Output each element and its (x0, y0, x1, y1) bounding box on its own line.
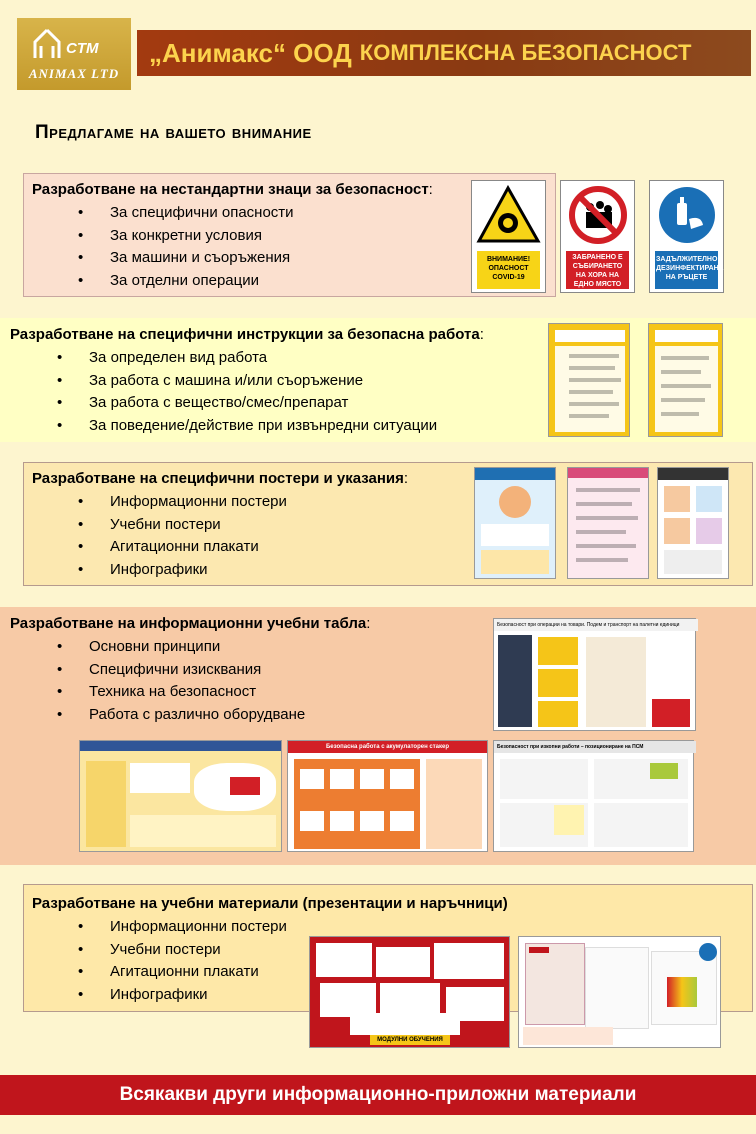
page-subheading: Предлагаме на вашето внимание (35, 122, 312, 143)
sign-label: ЗАБРАНЕНО Е СЪБИРАНЕТО НА ХОРА НА ЕДНО МЯСТО (572, 254, 623, 288)
section4-list (89, 636, 305, 726)
list-item: • За специфични опасности (110, 202, 294, 225)
list-item: • За поведение/действие при извънредни ситуации (89, 415, 437, 438)
poster-thumbnail (474, 467, 556, 579)
board-title: Безопасна работа с акумулаторен стакер (288, 741, 487, 753)
section5-title: Разработване на учебни материали (презентации и наръчници) (32, 895, 508, 912)
poster-thumbnail (567, 467, 649, 579)
sign-label: ЗАДЪЛЖИТЕЛНО ДЕЗИНФЕКТИРАНЕ НА РЪЦЕТЕ (656, 256, 724, 281)
section3-title: Разработване на специфични постери и указания: (32, 470, 409, 487)
section1-list (110, 202, 294, 292)
instruction-sheet-thumbnail (648, 323, 723, 437)
logo-ctm-text: CTM (66, 40, 99, 57)
modules-banner: МОДУЛНИ ОБУЧЕНИЯ (370, 1035, 450, 1045)
footer-banner (0, 1075, 756, 1115)
list-item: • Работа с различно оборудване (89, 704, 305, 727)
list-item: • Агитационни плакати (110, 536, 287, 559)
list-item: • Информационни постери (110, 916, 287, 939)
list-item: • За отделни операции (110, 270, 294, 293)
sign-hand-disinfection (649, 180, 724, 293)
training-board-thumbnail (493, 740, 694, 852)
poster-thumbnail (657, 467, 729, 579)
list-item: • За машини и съоръжения (110, 247, 294, 270)
company-logo (17, 18, 131, 90)
training-board-thumbnail (79, 740, 282, 852)
list-item: • Техника на безопасност (89, 681, 305, 704)
company-name: „Анимакс“ ООД (149, 37, 352, 68)
logo-brand-text: ANIMAX LTD (28, 66, 120, 81)
list-item: • Учебни постери (110, 939, 287, 962)
list-item: • За работа с вещество/смес/препарат (89, 392, 437, 415)
board-title: Безопасност при операции на товари. Подем и транспорт на палетни единици (494, 619, 698, 631)
list-item: • Специфични изисквания (89, 659, 305, 682)
section3-list (110, 491, 287, 581)
section2-list (89, 347, 437, 437)
handbook-thumbnail (518, 936, 721, 1048)
list-item: • Инфографики (110, 984, 287, 1007)
training-board-thumbnail (493, 618, 696, 731)
list-item: • Инфографики (110, 559, 287, 582)
list-item: • За определен вид работа (89, 347, 437, 370)
list-item: • За работа с машина и/или съоръжение (89, 370, 437, 393)
footer-text: Всякакви други информационно-приложни материали (119, 1084, 637, 1105)
list-item: • Агитационни плакати (110, 961, 287, 984)
sign-no-gathering (560, 180, 635, 293)
list-item: • Основни принципи (89, 636, 305, 659)
presentation-collage-thumbnail (309, 936, 510, 1048)
list-item: • Информационни постери (110, 491, 287, 514)
training-board-thumbnail (287, 740, 488, 852)
no-gathering-icon (568, 185, 628, 245)
section2-title: Разработване на специфични инструкции за безопасна работа: (10, 326, 484, 343)
list-item: • Учебни постери (110, 514, 287, 537)
list-item: • За конкретни условия (110, 225, 294, 248)
biohazard-warning-icon (476, 185, 541, 245)
section5-list (110, 916, 287, 1006)
section1-title: Разработване на нестандартни знаци за безопасност: (32, 181, 433, 198)
sign-label: ВНИМАНИЕ! ОПАСНОСТ COVID-19 (486, 256, 531, 281)
hand-disinfection-icon (657, 185, 717, 245)
instruction-sheet-thumbnail (548, 323, 630, 437)
section4-title: Разработване на информационни учебни табла: (10, 615, 371, 632)
sign-covid-warning (471, 180, 546, 293)
header-title-bar (137, 30, 751, 76)
board-title: Безопасност при изкопни работи – позициониране на ПСМ (494, 741, 696, 753)
ctm-logo-mark-icon (27, 26, 67, 62)
company-tagline: КОМПЛЕКСНА БЕЗОПАСНОСТ (359, 40, 692, 65)
